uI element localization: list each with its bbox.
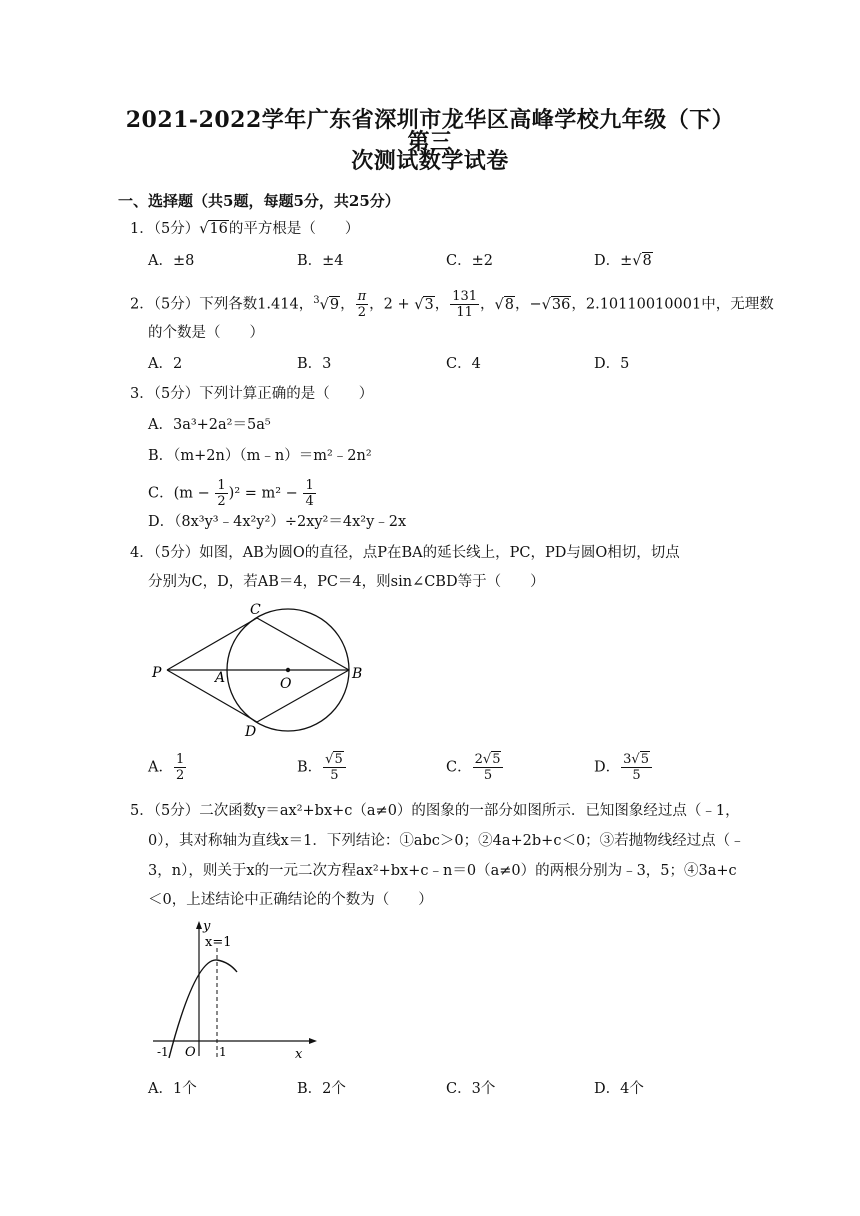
q4-option-a[interactable]: A． $\frac{1}{2}$ [148,752,185,783]
fraction-pi-over-2: $\frac{\pi}{2}$ [357,289,367,320]
circle-tangent-figure [140,598,380,743]
fraction-131-over-11: $\frac{131}{11}$ [452,289,478,320]
q1-option-c[interactable]: C．±2 [446,253,493,269]
y-axis-arrow [196,921,202,929]
label-p: P [152,665,162,681]
question-5-line-3: 3，n），则关于x的一元二次方程ax²+bx+c﹣n＝0（a≠0）的两根分别为﹣3，5；④3a+c [148,863,737,879]
q5-option-c[interactable]: C．3个 [446,1081,496,1097]
tangent-pc [167,618,257,670]
q3-option-c[interactable]: C．(m − $\frac{1}{2}$ )² = m² − $\frac{1}{4}$ [148,478,314,509]
parabola-figure [145,918,320,1063]
question-4-line-2: 分别为C，D，若AB＝4，PC＝4，则sin∠CBD等于（ ） [148,574,545,590]
q3-option-b[interactable]: B．（m+2n）（m﹣n）＝m²﹣2n² [148,448,372,464]
q4-option-c[interactable]: C． $\frac{2√5}{5}$ [446,752,504,783]
parabola-curve [169,960,237,1058]
question-2-stem: 2．（5分）下列各数1.414，$^3$√9， $\frac{\pi}{2}$ ，2 + √3， $\frac{131}{11}$ ，√8，−√36，2.10110010001中，无理数 [130,289,774,320]
label-1: 1 [219,1045,227,1059]
exam-title-line-1: 2021-2022学年广东省深圳市龙华区高峰学校九年级（下）第三 [125,107,735,155]
question-1-text: 的平方根是（ ） [228,221,360,237]
question-2-line-2: 的个数是（ ） [148,325,264,341]
q3-option-d[interactable]: D．（8x³y³﹣4x²y²）÷2xy²＝4x²y﹣2x [148,514,407,530]
q4-option-d[interactable]: D． $\frac{3√5}{5}$ [594,752,653,783]
q5-option-a[interactable]: A．1个 [148,1081,197,1097]
label-x-eq-1: x=1 [205,935,232,950]
sqrt-16: √16 [199,221,228,237]
tangent-pd [167,670,257,722]
q2-option-c[interactable]: C．4 [446,356,481,372]
q1-option-d[interactable]: D．±√8 [594,253,652,269]
label-y: y [203,919,211,934]
label-x: x [295,1047,303,1062]
question-5-line-1: 5．（5分）二次函数y＝ax²+bx+c（a≠0）的图象的一部分如图所示．已知图象经过点（﹣1， [130,803,740,819]
label-c: C [250,602,261,618]
question-1-stem [130,219,359,239]
question-5-line-2: 0），其对称轴为直线x＝1．下列结论：①abc＞0；②4a+2b+c＜0；③若抛物线经过点（﹣ [148,833,745,849]
label-origin: O [185,1045,196,1060]
label-minus-1: -1 [157,1045,169,1059]
section-heading: 一、选择题（共5题，每题5分，共25分） [118,192,400,210]
q3-option-a[interactable]: A．3a³+2a²＝5a⁵ [148,417,271,433]
q1-option-b[interactable]: B．±4 [297,253,344,269]
question-5-line-4: ＜0，上述结论中正确结论的个数为（ ） [148,892,433,908]
q5-option-d[interactable]: D．4个 [594,1081,644,1097]
exam-title-line-2: 次测试数学试卷 [351,148,509,174]
q5-option-b[interactable]: B．2个 [297,1081,346,1097]
label-d: D [245,724,257,740]
q2-option-a[interactable]: A．2 [148,356,183,372]
question-4-line-1: 4．（5分）如图，AB为圆O的直径，点P在BA的延长线上，PC，PD与圆O相切，切点 [130,545,680,561]
center-point-o [286,668,290,672]
q1-option-a[interactable]: A．±8 [148,253,195,269]
q2-option-b[interactable]: B．3 [297,356,332,372]
label-b: B [352,666,363,682]
chord-cb [257,618,349,670]
cube-root-9: $^3$√9 [313,294,340,313]
chord-db [257,670,349,722]
label-a: A [215,670,226,686]
label-o: O [280,676,292,692]
question-1-number: 1．（5分） [130,221,200,237]
x-axis-arrow [309,1038,317,1044]
question-3-stem: 3．（5分）下列计算正确的是（ ） [130,386,374,402]
q4-option-b[interactable]: B． $\frac{√5}{5}$ [297,752,347,783]
q2-option-d[interactable]: D．5 [594,356,630,372]
